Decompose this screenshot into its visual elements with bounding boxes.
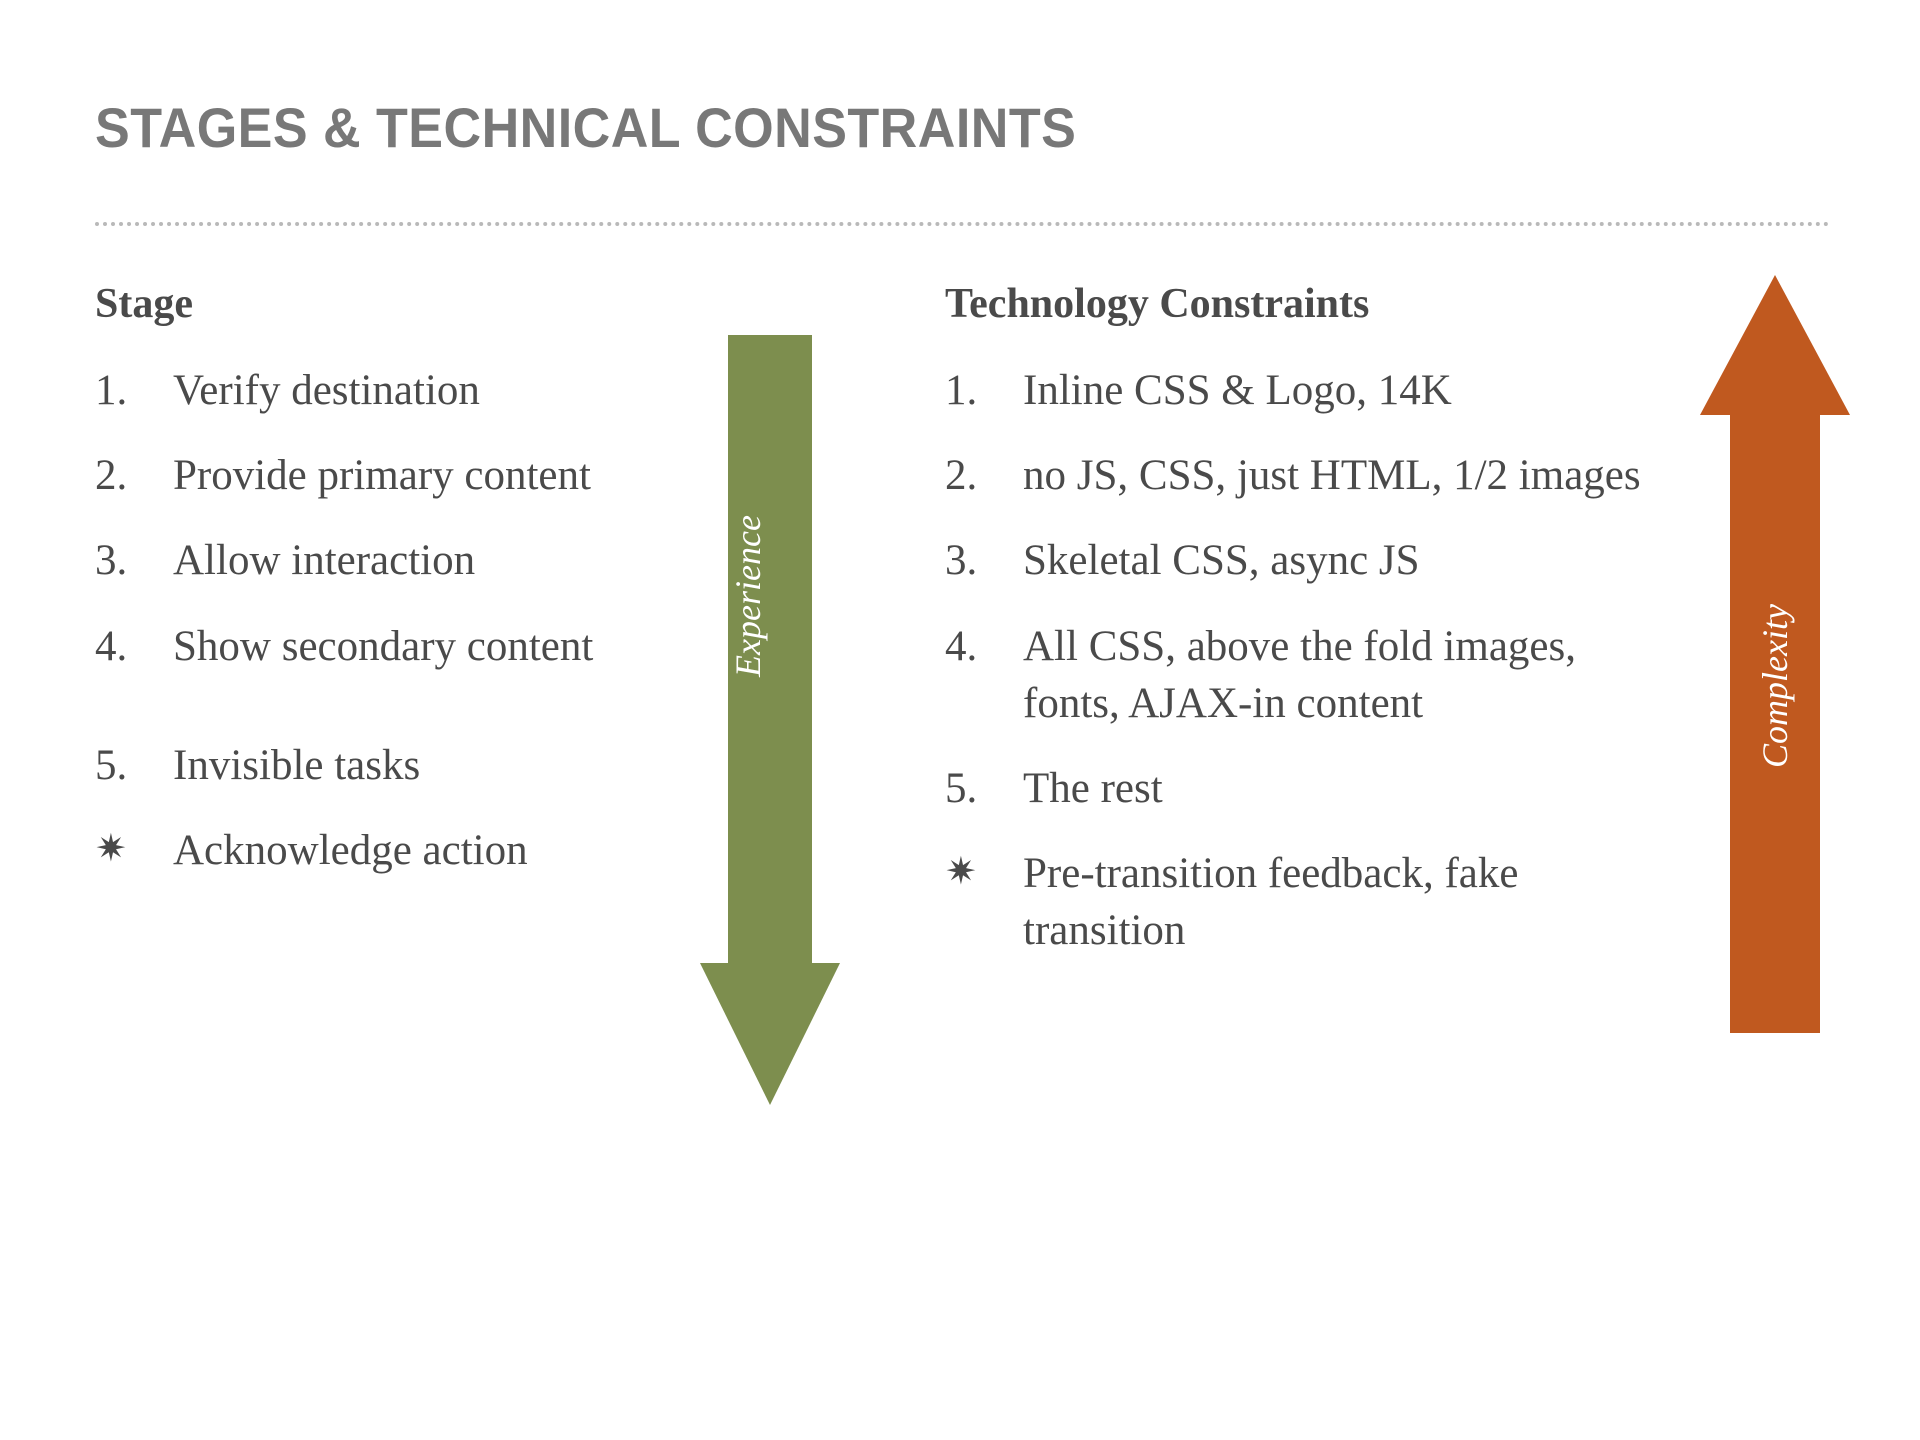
list-marker: 1. xyxy=(95,367,128,414)
list-text: no JS, CSS, just HTML, 1/2 images xyxy=(1023,452,1641,500)
technology-column-heading: Technology Constraints xyxy=(945,281,1370,327)
technology-list xyxy=(945,362,1645,960)
list-marker: 3. xyxy=(945,537,978,585)
list-item xyxy=(945,618,1645,732)
complexity-arrow-up-icon xyxy=(1700,275,1850,1035)
asterisk-icon: ✷ xyxy=(945,851,977,894)
list-item xyxy=(95,618,705,675)
list-text: Provide primary content xyxy=(173,452,591,500)
list-text: Allow interaction xyxy=(173,537,476,585)
list-marker: 4. xyxy=(95,622,128,670)
list-marker: 3. xyxy=(95,537,128,585)
page-title: STAGES & TECHNICAL CONSTRAINTS xyxy=(95,96,1077,159)
list-marker: 5. xyxy=(95,741,128,789)
list-text: Skeletal CSS, async JS xyxy=(1023,537,1420,585)
experience-arrow-down-icon xyxy=(700,335,840,1105)
list-item xyxy=(95,532,705,589)
list-text: Verify destination xyxy=(173,367,480,414)
asterisk-icon: ✷ xyxy=(95,827,127,870)
list-item xyxy=(945,845,1645,959)
list-text: Pre-transition feedback, fake transition xyxy=(1023,850,1519,955)
list-text: Inline CSS & Logo, 14K xyxy=(1023,367,1452,414)
complexity-arrow-label: Complexity xyxy=(1755,604,1795,768)
list-item xyxy=(95,362,705,419)
experience-arrow-label: Experience xyxy=(728,515,768,677)
stage-list xyxy=(95,362,705,879)
list-item xyxy=(945,532,1645,589)
list-text: The rest xyxy=(1023,764,1163,812)
stage-column xyxy=(95,280,705,907)
technology-column xyxy=(945,280,1645,988)
list-item xyxy=(945,362,1645,419)
list-marker: 2. xyxy=(945,452,978,500)
list-text: Acknowledge action xyxy=(173,826,528,874)
list-marker: 4. xyxy=(945,622,978,670)
list-marker: 1. xyxy=(945,367,978,414)
stage-column-heading: Stage xyxy=(95,281,193,327)
title-divider xyxy=(95,222,1830,226)
list-text: All CSS, above the fold images, fonts, AJAX-in content xyxy=(1023,622,1576,727)
list-item xyxy=(945,447,1645,504)
list-item xyxy=(95,737,705,794)
arrow-head xyxy=(1700,275,1850,415)
list-item xyxy=(95,447,705,504)
list-item xyxy=(95,822,705,879)
list-marker: 2. xyxy=(95,452,128,500)
list-text: Show secondary content xyxy=(173,622,594,670)
arrow-head xyxy=(700,963,840,1105)
list-text: Invisible tasks xyxy=(173,741,421,789)
list-item xyxy=(945,760,1645,817)
list-marker: 5. xyxy=(945,764,978,812)
